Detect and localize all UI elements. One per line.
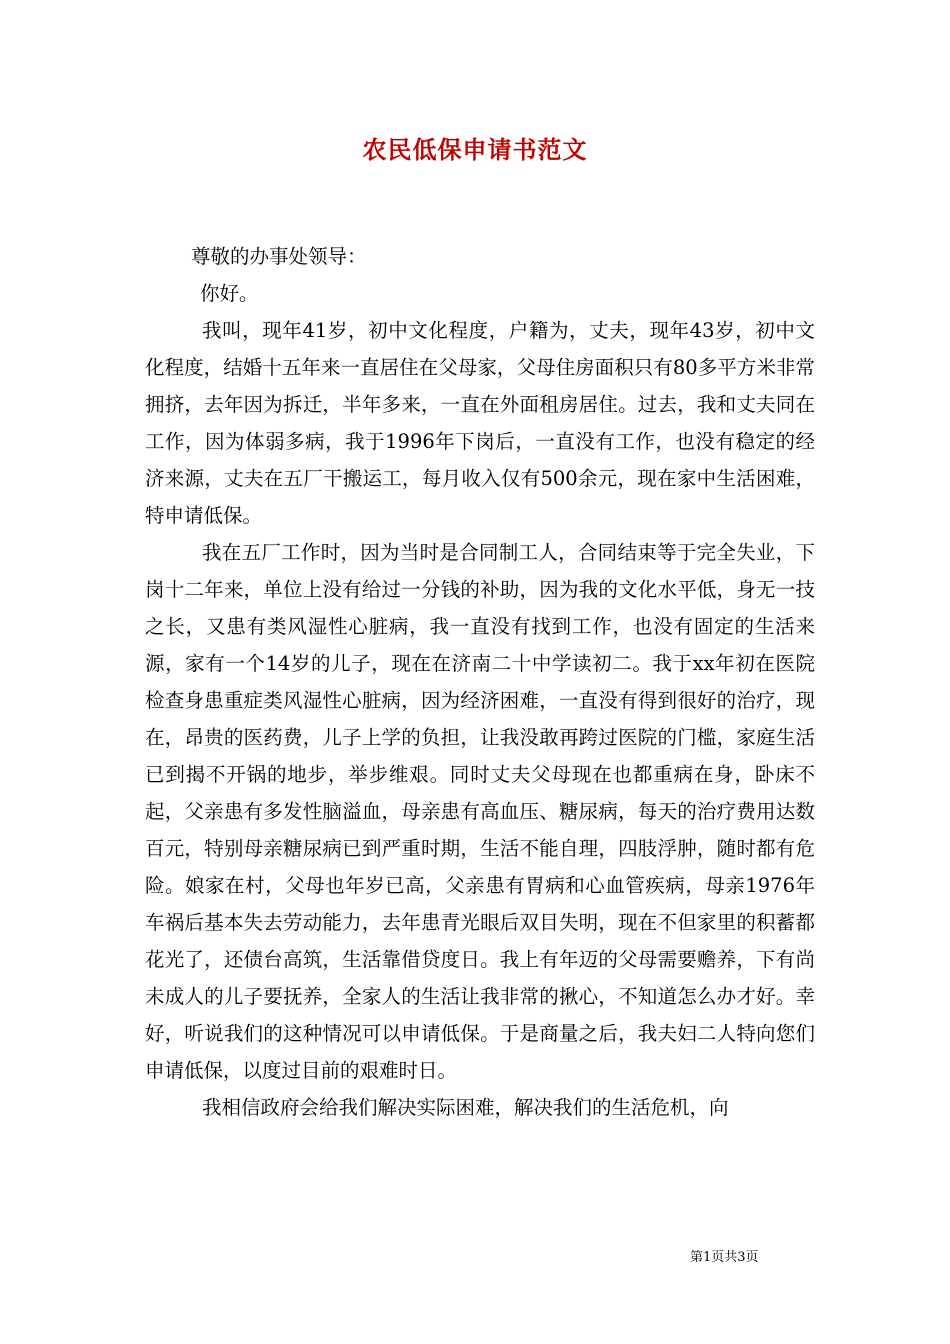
salutation: 尊敬的办事处领导： [191,245,367,268]
document-body [145,238,815,1126]
document-title: 农民低保申请书范文 [362,135,588,164]
paragraph-3: 我相信政府会给我们解决实际困难，解决我们的生活危机，向 [202,1096,729,1119]
paragraph-2: 我在五厂工作时，因为当时是合同制工人，合同结束等于完全失业，下岗十二年来，单位上没有给过一分钱的补助，因为我的文化水平低，身无一技之长，又患有类风湿性心脏病，我一直没有找到工作，也没有固定的生活来源，家有一个14岁的儿子，现在在济南二十中学读初二。我于xx年初在医院检查身患重症类风湿性心脏病，因为经济困难，一直没有得到很好的治疗，现在，昂贵的医药费，儿子上学的负担，让我没敢再跨过医院的门槛，家庭生活已到揭不开锅的地步，举步维艰。同时丈夫父母现在也都重病在身，卧床不起，父亲患有多发性脑溢血，母亲患有高血压、糖尿病，每天的治疗费用达数百元，特别母亲糖尿病已到严重时期，生活不能自理，四肢浮肿，随时都有危险。娘家在村，父母也年岁已高，父亲患有胃病和心血管疾病，母亲1976年车祸后基本失去劳动能力，去年患青光眼后双目失明，现在不但家里的积蓄都花光了，还债台高筑，生活靠借贷度日。我上有年迈的父母需要赡养，下有尚未成人的儿子要抚养，全家人的生活让我非常的揪心，不知道怎么办才好。幸好，听说我们的这种情况可以申请低保。于是商量之后，我夫妇二人特向您们申请低保，以度过目前的艰难时日。 [145,541,815,1082]
page-number-footer: 第1页共3页 [690,1250,759,1265]
paragraph-1: 我叫，现年41岁，初中文化程度，户籍为，丈夫，现年43岁，初中文化程度，结婚十五年来一直居住在父母家，父母住房面积只有80多平方米非常拥挤，去年因为拆迁，半年多来，一直在外面租房居住。过去，我和丈夫同在工作，因为体弱多病，我于1996年下岗后，一直没有工作，也没有稳定的经济来源，丈夫在五厂干搬运工，每月收入仅有500余元，现在家中生活困难，特申请低保。 [145,319,815,527]
greeting: 你好。 [200,282,259,305]
